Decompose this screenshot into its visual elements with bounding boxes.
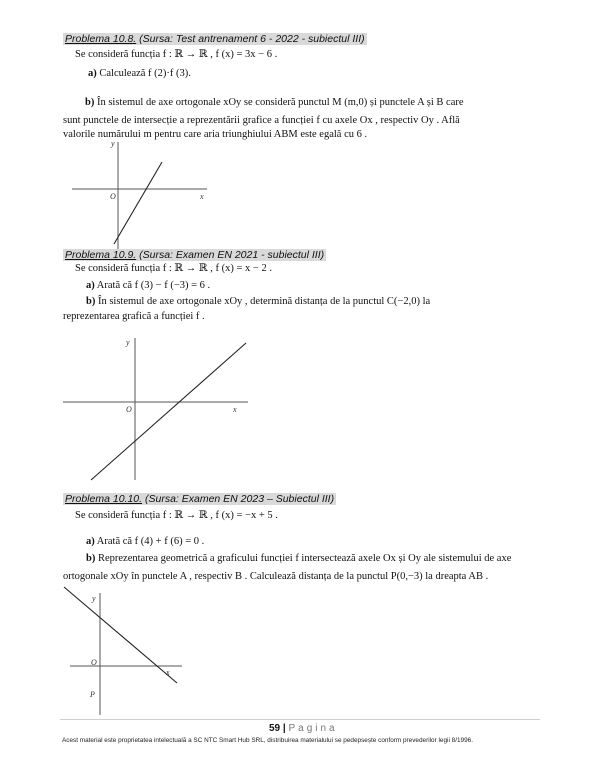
- problem-number: Problema 10.8.: [65, 33, 137, 45]
- function-line: [64, 587, 177, 683]
- origin-label: O: [110, 192, 116, 201]
- page-number-separator: |: [280, 723, 289, 734]
- page-number: [269, 723, 338, 734]
- page-number-value: 59: [269, 723, 281, 734]
- part-b-label: b): [86, 296, 96, 307]
- copyright-notice: Acest material este proprietatea intelectuală a SC NTC Smart Hub SRL, distribuirea materialului se pedepsește conform prevederilor legii 8/1996.: [62, 737, 473, 744]
- problem-number: Problema 10.10.: [65, 493, 143, 505]
- part-b-label: b): [86, 553, 96, 564]
- part-a: [86, 279, 210, 292]
- part-b-text: În sistemul de axe ortogonale xOy se consideră punctul M (m,0) și punctele A și B care: [96, 97, 464, 108]
- part-b-line-1: [86, 552, 511, 565]
- part-b-line-2: ortogonale xOy în punctele A , respectiv B . Calculează distanța de la punctul P(0,−3) la dreapta AB .: [63, 571, 489, 582]
- part-b-line-1: [85, 96, 464, 109]
- part-b-line-2: reprezentarea grafică a funcției f .: [63, 311, 205, 322]
- function-graph: [63, 330, 253, 480]
- part-b-label: b): [85, 97, 95, 108]
- part-a-text: Calculează f (2)·f (3).: [99, 68, 191, 79]
- point-p-label: P: [90, 690, 95, 699]
- problem-source: (Sursa: Test antrenament 6 - 2022 - subiectul III): [136, 33, 365, 45]
- problem-title: [63, 493, 336, 505]
- part-a-label: a): [88, 68, 97, 79]
- part-b-line-2: sunt punctele de intersecție a reprezentării grafice a funcției f cu axele Ox , respectiv Oy . Află: [63, 115, 460, 126]
- y-axis-label: y: [111, 139, 115, 148]
- function-line: [114, 162, 162, 244]
- part-b-line-1: [86, 295, 430, 308]
- part-a: [88, 67, 191, 80]
- part-a-label: a): [86, 280, 95, 291]
- function-graph: [62, 585, 187, 715]
- problem-statement: Se consideră funcția f : ℝ → ℝ , f (x) = −x + 5 .: [75, 510, 278, 521]
- origin-label: O: [91, 658, 97, 667]
- footer-divider: [60, 719, 540, 720]
- part-b-line-3: valorile numărului m pentru care aria triunghiului ABM este egală cu 6 .: [63, 129, 368, 140]
- function-line: [91, 343, 246, 480]
- page-word: Pagina: [288, 723, 338, 734]
- part-a-label: a): [86, 536, 95, 547]
- problem-title: [63, 249, 326, 261]
- x-axis-label: x: [166, 668, 170, 677]
- y-axis-label: y: [92, 594, 96, 603]
- part-a-text: Arată că f (3) − f (−3) = 6 .: [96, 280, 211, 291]
- y-axis-label: y: [126, 338, 130, 347]
- part-b-text: În sistemul de axe ortogonale xOy , determină distanța de la punctul C(−2,0) la: [97, 296, 431, 307]
- x-axis-label: x: [233, 405, 237, 414]
- part-a: [86, 535, 204, 548]
- problem-title: [63, 33, 367, 45]
- problem-statement: Se consideră funcția f : ℝ → ℝ , f (x) = x − 2 .: [75, 263, 272, 274]
- origin-label: O: [126, 405, 132, 414]
- x-axis-label: x: [200, 192, 204, 201]
- problem-source: (Sursa: Examen EN 2021 - subiectul III): [136, 249, 325, 261]
- problem-source: (Sursa: Examen EN 2023 – Subiectul III): [142, 493, 335, 505]
- function-graph: [72, 132, 212, 250]
- part-b-text: Reprezentarea geometrică a graficului funcției f intersectează axele Ox și Oy ale sistemului de axe: [97, 553, 512, 564]
- part-a-text: Arată că f (4) + f (6) = 0 .: [96, 536, 205, 547]
- problem-number: Problema 10.9.: [65, 249, 137, 261]
- problem-statement: Se consideră funcția f : ℝ → ℝ , f (x) = 3x − 6 .: [75, 49, 278, 60]
